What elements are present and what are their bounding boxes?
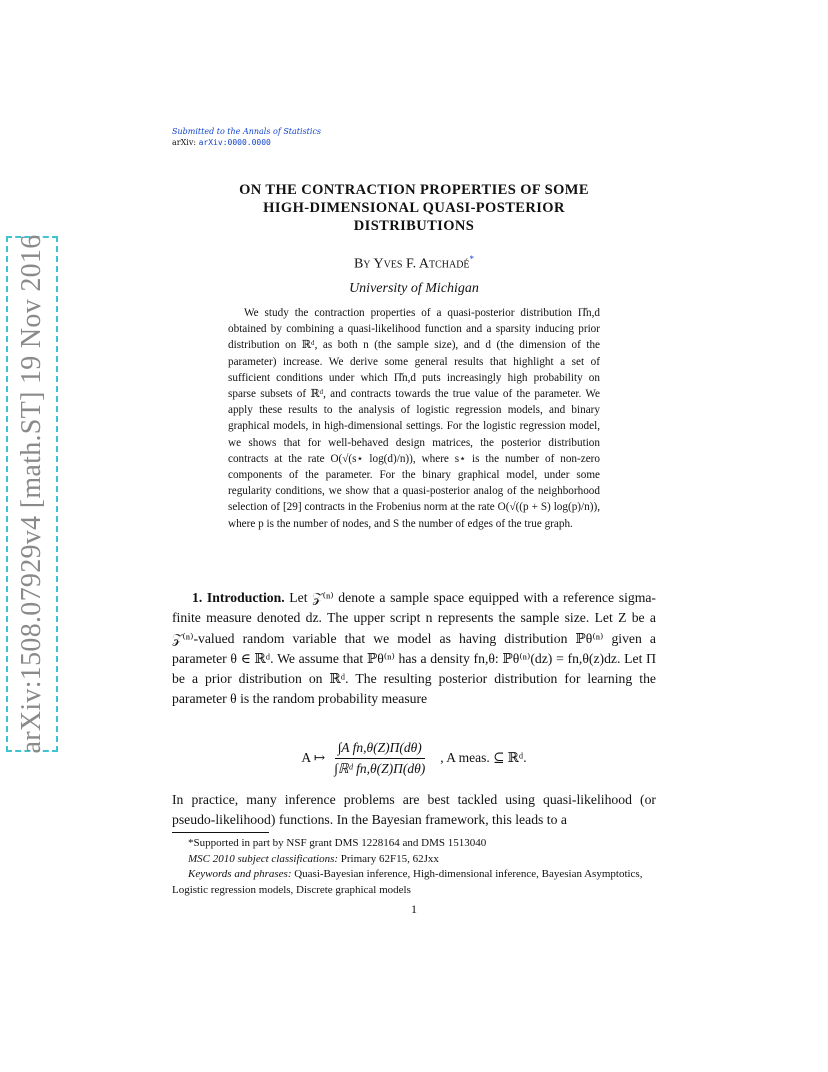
arxiv-stamp-text: arXiv:1508.07929v4 [math.ST] 19 Nov 2016 <box>16 234 47 754</box>
equation-fraction <box>331 740 428 777</box>
abstract: We study the contraction properties of a quasi-posterior distribution Π̌n,d obtained by combining a quasi-likelihood function and a sparsity inducing prior distribution on ℝᵈ, as both n (the sample size), and d (the dimension of the parameter) increase. We derive some general results that highlight a set of sufficient conditions under which Π̌n,d puts increasingly high probability on sparse subsets of ℝᵈ, and contracts towards the true value of the parameter. We apply these results to the analysis of logistic regression models, and binary graphical models, in high-dimensional settings. For the logistic regression model, we shows that for well-behaved design matrices, the posterior distribution contracts at the rate O(√(s⋆ log(d)/n)), where s⋆ is the number of non-zero components of the parameter. For the binary graphical model, under some regularity conditions, we show that a quasi-posterior analog of the neighborhood selection of [29] contracts in the Frobenius norm at the rate O(√((p + S) log(p)/n)), where p is the number of nodes, and S the number of edges of the true graph. <box>228 307 600 530</box>
keywords-label: Keywords and phrases: <box>188 868 292 880</box>
footnote-divider <box>172 832 269 833</box>
header <box>172 126 321 148</box>
intro-heading: 1. Introduction. <box>192 590 285 605</box>
affiliation: University of Michigan <box>349 281 479 296</box>
page-number: 1 <box>411 902 417 916</box>
author-name: By Yves F. Atchadé <box>353 256 470 272</box>
author-footnote-link[interactable]: * <box>469 254 475 264</box>
journal-link[interactable]: Submitted to the Annals of Statistics <box>172 127 322 136</box>
keywords-value: Quasi-Bayesian inference, High-dimensional inference, Bayesian Asymptotics, Logistic regression models, Discrete graphical models <box>172 868 643 896</box>
author <box>172 254 656 273</box>
msc-value: Primary 62F15, 62Jxx <box>340 852 439 865</box>
equation-tail: , A meas. ⊆ ℝᵈ. <box>440 750 527 765</box>
title-line-2: HIGH-DIMENSIONAL QUASI-POSTERIOR <box>263 200 565 216</box>
paper-title <box>172 181 656 235</box>
body-paragraph-2: In practice, many inference problems are best tackled using quasi-likelihood (or pseudo-likelihood) functions. In the Bayesian framework, this leads to a <box>172 792 656 828</box>
footnote-support: *Supported in part by NSF grant DMS 1228164 and DMS 1513040 <box>188 837 487 849</box>
equation-lhs: A ↦ <box>301 750 326 765</box>
equation-denominator: ∫ℝᵈ fn,θ(Z)Π(dθ) <box>334 760 426 776</box>
arxiv-id-link[interactable]: arXiv:0000.0000 <box>198 138 271 147</box>
arxiv-side-stamp <box>6 236 58 752</box>
intro-text: Let 𝒵⁽ⁿ⁾ denote a sample space equipped with a reference sigma-finite measure denoted dz. The upper script n represents the sample size. Let Z be a 𝒵⁽ⁿ⁾-valued random variable that we model as having distribution ℙθ⁽ⁿ⁾ given a parameter θ ∈ ℝᵈ. We assume that ℙθ⁽ⁿ⁾ has a density fn,θ: ℙθ⁽ⁿ⁾(dz) = fn,θ(z)dz. Let Π be a prior distribution on ℝᵈ. The resulting posterior distribution for learning the parameter θ is the random probability measure <box>172 590 656 707</box>
posterior-equation <box>172 736 656 780</box>
footnotes <box>172 836 656 898</box>
introduction-paragraph <box>172 588 656 710</box>
equation-numerator: ∫A fn,θ(Z)Π(dθ) <box>335 740 425 759</box>
arxiv-label: arXiv: <box>172 138 197 147</box>
arxiv-line <box>172 137 321 148</box>
footnote-msc <box>172 852 656 868</box>
footnote-keywords <box>172 867 656 898</box>
msc-label: MSC 2010 subject classifications: <box>188 852 339 865</box>
title-line-1: ON THE CONTRACTION PROPERTIES OF SOME <box>239 182 589 198</box>
title-line-3: DISTRIBUTIONS <box>353 218 475 234</box>
